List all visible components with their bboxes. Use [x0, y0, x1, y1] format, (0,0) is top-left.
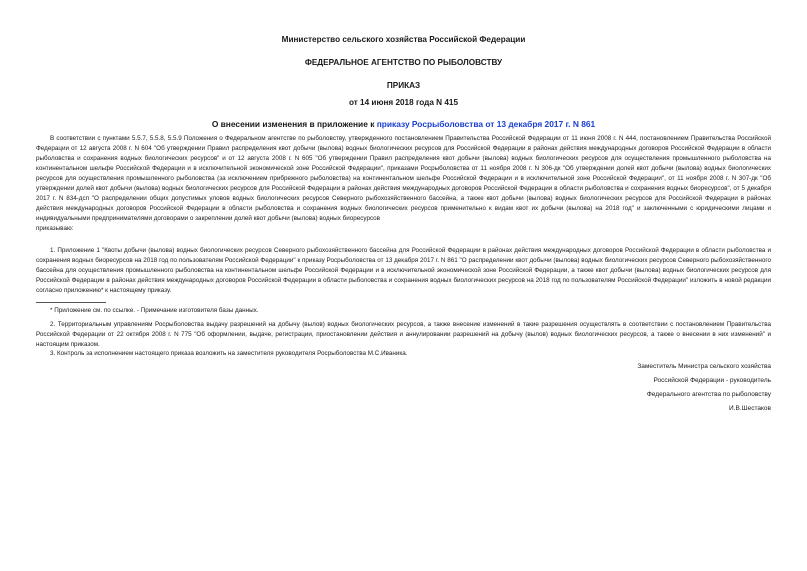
- signer-position-line-1: Заместитель Министра сельского хозяйства: [637, 363, 771, 370]
- order-word: приказываю:: [36, 225, 74, 232]
- document-type: ПРИКАЗ: [386, 81, 421, 90]
- item-1-paragraph: 1. Приложение 1 "Квоты добычи (вылова) водных биологических ресурсов Северного рыбохозяйственного бассейна для Российской Федерации в районах действия международных договоров Российской Федерации в области рыболовства и сохранения водных биоресурсов на 2018 год по пользователям Российской Федерации" к приказу Росрыболовства от 13 декабря 2017 г. N 861 "О распределении квот добычи (вылова) водных биологических ресурсов Северного рыбохозяйственного бассейна для осуществления промышленного рыболовства на континентальном шельфе Российской Федерации и в исключительной экономической зоне Российской Федерации, а также квот добычи (вылова) водных биологических ресурсов для Российской Федерации в районах действия международных договоров Российской Федерации в области рыболовства и сохранения водных биологических ресурсов на 2018 год по пользователям Российской Федерации" изложить в новой редакции согласно приложению* к настоящему приказу.: [36, 247, 771, 294]
- ministry-title: Министерство сельского хозяйства Российской Федерации: [281, 35, 526, 44]
- subject-order-link[interactable]: приказу Росрыболовства от 13 декабря 2017 г. N 861: [376, 119, 596, 129]
- document-subject: [0, 119, 807, 129]
- signer-position-line-3: Федерального агентства по рыболовству: [646, 391, 771, 398]
- agency-title: ФЕДЕРАЛЬНОЕ АГЕНТСТВО ПО РЫБОЛОВСТВУ: [304, 58, 503, 67]
- item-2-paragraph: 2. Территориальным управлениям Росрыболовства выдачу разрешений на добычу (вылов) водных биологических ресурсов, а также внесение изменений в такие разрешения осуществлять в соответствии с постановлением Правительства Российской Федерации от 22 октября 2008 г. N 775 "Об оформлении, выдаче, регистрации, приостановлении действия и аннулировании разрешений на добычу (вылов) водных биологических ресурсов, а также о внесении в них изменений" и настоящим приказом.: [36, 321, 771, 348]
- item-3-paragraph: 3. Контроль за исполнением настоящего приказа возложить на заместителя руководителя Росрыболовства М.С.Иваника.: [50, 350, 408, 357]
- signature-block: [471, 360, 771, 416]
- footnote-text: * Приложение см. по ссылке. - Примечание изготовителя базы данных.: [50, 307, 259, 314]
- preamble-text: В соответствии с пунктами 5.5.7, 5.5.8, 5.5.9 Положения о Федеральном агентстве по рыболовству, утвержденного постановлением Правительства Российской Федерации от 11 июня 2008 г. N 444, постановлением Правительства Российской Федерации от 12 августа 2008 г. N 604 "Об утверждении Правил распределения квот добычи (вылова) водных биологических ресурсов для Российской Федерации в районах действия международных договоров Российской Федерации в области рыболовства и сохранения водных биологических ресурсов" и от 12 августа 2008 г. N 605 "Об утверждении Правил распределения квот добычи (вылова) водных биологических ресурсов для осуществления промышленного рыболовства на континентальном шельфе Российской Федерации и в исключительной экономической зоне Российской Федерации", приказами Росрыболовства от 11 ноября 2008 г. N 306-дк "Об утверждении долей квот добычи (вылова) водных биологических ресурсов для осуществления промышленного рыболовства (за исключением прибрежного рыболовства) на континентальном шельфе Российской Федерации и в исключительной зоне Российской Федерации", от 11 ноября 2008 г. N 307-дк "Об утверждении долей квот добычи (вылова) водных биологических ресурсов для Российской Федерации в районах действия международных договоров Российской Федерации в области рыболовства и сохранения водных биоресурсов", от 5 декабря 2017 г. N 834-дсп "О распределении общих допустимых уловов водных биологических ресурсов Северного рыбохозяйственного бассейна, а также квот добычи (вылова) водных биологических ресурсов для Российской Федерации в районах действия международных договоров Российской Федерации в области рыболовства и сохранения водных биологических ресурсов применительно к видам квот их добычи (вылова) на 2018 год" и заключенными с юридическими лицами и индивидуальными предпринимателями договорами о закреплении долей квот добычи (вылова) водных биоресурсов: [36, 135, 771, 222]
- subject-prefix: О внесении изменения в приложение к: [211, 119, 377, 129]
- signer-position-line-2: Российской Федерации - руководитель: [653, 377, 771, 384]
- preamble-paragraph: [36, 134, 771, 234]
- signer-name: И.В.Шестаков: [729, 405, 771, 412]
- document-date-number: от 14 июня 2018 года N 415: [348, 98, 459, 107]
- footnote-divider: [36, 302, 106, 303]
